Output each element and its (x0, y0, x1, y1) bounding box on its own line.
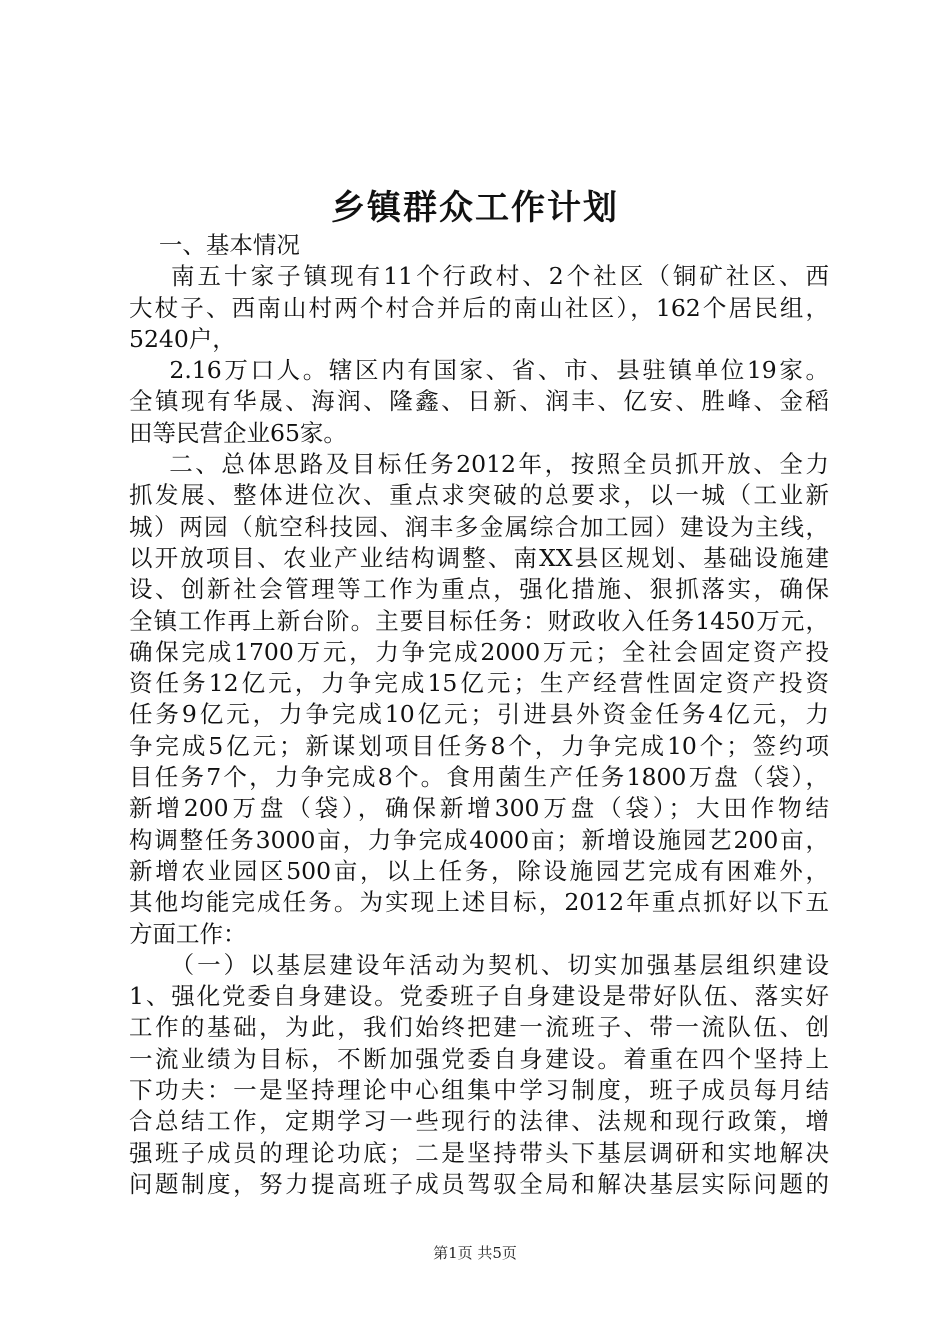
text-line: 方面工作： (129, 919, 247, 948)
text-line: 强班子成员的理论功底；二是坚持带头下基层调研和实地解决 (129, 1138, 829, 1167)
text-line: 南五十家子镇现有11个行政村、2个社区（铜矿社区、西 (129, 262, 829, 291)
text-line: 下功夫：一是坚持理论中心组集中学习制度，班子成员每月结 (129, 1076, 829, 1105)
text-line: 合总结工作，定期学习一些现行的法律、法规和现行政策，增 (129, 1107, 829, 1136)
text-line: 争完成5亿元；新谋划项目任务8个，力争完成10个；签约项 (129, 731, 829, 760)
text-line: 新增200万盘（袋），确保新增300万盘（袋）；大田作物结 (129, 794, 829, 823)
text-line: 全镇工作再上新台阶。主要目标任务：财政收入任务1450万元， (129, 606, 829, 635)
text-line: 其他均能完成任务。为实现上述目标，2012年重点抓好以下五 (129, 888, 829, 917)
text-line: 确保完成1700万元，力争完成2000万元；全社会固定资产投 (129, 637, 829, 666)
text-line: 全镇现有华晟、海润、隆鑫、日新、润丰、亿安、胜峰、金稻 (129, 387, 829, 416)
text-line: 设、创新社会管理等工作为重点，强化措施、狠抓落实，确保 (129, 575, 829, 604)
text-line: 城）两园（航空科技园、润丰多金属综合加工园）建设为主线， (129, 512, 829, 541)
text-line: 一、基本情况 (129, 231, 300, 259)
text-line: 新增农业园区500亩，以上任务，除设施园艺完成有困难外， (129, 856, 829, 885)
text-line: 问题制度，努力提高班子成员驾驭全局和解决基层实际问题的 (129, 1169, 829, 1198)
text-line: 二、总体思路及目标任务2012年，按照全员抓开放、全力 (129, 450, 829, 479)
document-body (129, 230, 829, 1200)
text-line: 1、强化党委自身建设。党委班子自身建设是带好队伍、落实好 (129, 982, 829, 1011)
page-footer: 第1页 共5页 (433, 1244, 517, 1262)
text-line: 工作的基础，为此，我们始终把建一流班子、带一流队伍、创 (129, 1013, 829, 1042)
text-line: 资任务12亿元，力争完成15亿元；生产经营性固定资产投资 (129, 669, 829, 698)
text-line: 5240户， (129, 324, 236, 353)
text-line: 大杖子、西南山村两个村合并后的南山社区），162个居民组， (129, 293, 829, 322)
text-line: （一）以基层建设年活动为契机、切实加强基层组织建设 (129, 950, 829, 979)
text-line: 以开放项目、农业产业结构调整、南XX县区规划、基础设施建 (129, 543, 829, 572)
document-title: 乡镇群众工作计划 (331, 188, 619, 228)
text-line: 一流业绩为目标，不断加强党委自身建设。着重在四个坚持上 (129, 1044, 829, 1073)
text-line: 目任务7个，力争完成8个。食用菌生产任务1800万盘（袋）， (129, 763, 829, 792)
text-line: 田等民营企业65家。 (129, 418, 347, 447)
text-line: 抓发展、整体进位次、重点求突破的总要求，以一城（工业新 (129, 481, 829, 510)
text-line: 任务9亿元，力争完成10亿元；引进县外资金任务4亿元，力 (129, 700, 829, 729)
text-line: 构调整任务3000亩，力争完成4000亩；新增设施园艺200亩， (129, 825, 829, 854)
text-line: 2.16万口人。辖区内有国家、省、市、县驻镇单位19家。 (129, 356, 829, 385)
